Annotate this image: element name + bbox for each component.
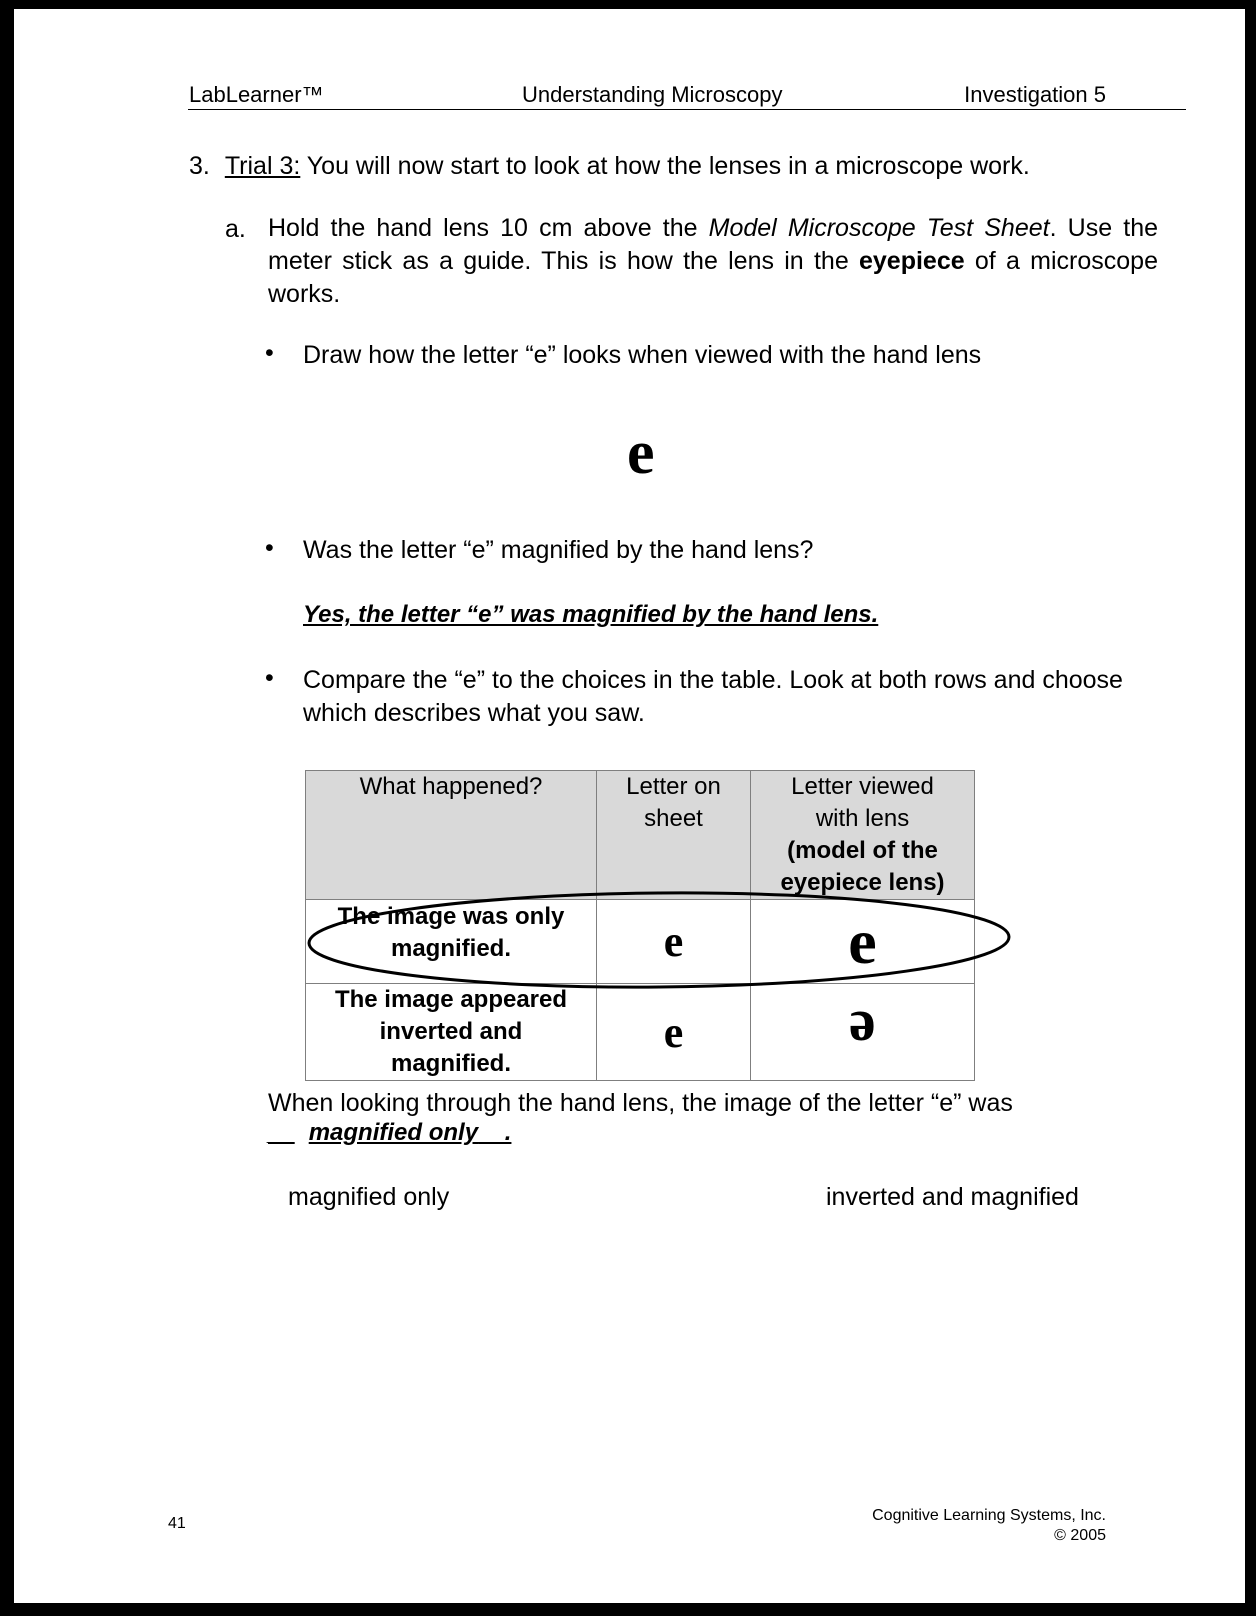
blank-suffix: __.: [478, 1119, 512, 1146]
page-number: 41: [168, 1515, 186, 1532]
table-header-row: [306, 771, 975, 900]
bullet-icon: •: [265, 664, 274, 692]
footer-copyright: © 2005: [1054, 1527, 1106, 1544]
drawn-letter-e: e: [627, 419, 655, 487]
row-letter-viewed: [751, 984, 975, 1081]
row-what-happened-text: The image appeared inverted and magnified.: [334, 986, 568, 1077]
row-letter-on-sheet: [597, 984, 751, 1081]
footer-company: Cognitive Learning Systems, Inc.: [872, 1507, 1106, 1524]
blank-prefix: __: [268, 1119, 295, 1146]
row-what-happened: [306, 984, 597, 1081]
row-letter-viewed: [751, 900, 975, 984]
letter-e-small: e: [663, 917, 684, 966]
conclusion-answer-blank[interactable]: [268, 1119, 511, 1147]
table-row[interactable]: [306, 984, 975, 1081]
header-what-happened: [306, 771, 597, 900]
header-letter-on-sheet: [597, 771, 751, 900]
bullet-icon: •: [265, 534, 274, 562]
choice-magnified-only[interactable]: magnified only: [288, 1183, 450, 1211]
footer-credits: [872, 1506, 1106, 1546]
header-title: Understanding Microscopy: [522, 82, 783, 107]
conclusion-sentence: When looking through the hand lens, the image of the letter “e” was: [268, 1089, 1013, 1117]
answer-magnified[interactable]: Yes, the letter “e” was magnified by the hand lens.: [303, 601, 879, 628]
choice-inverted-and-magnified[interactable]: inverted and magnified: [826, 1183, 1079, 1211]
header-letter-on-sheet-label: Letter on sheet: [626, 773, 721, 832]
bullet-draw-prompt: Draw how the letter “e” looks when viewed with the hand lens: [303, 341, 982, 369]
header-what-happened-label: What happened?: [359, 773, 543, 800]
step-a-text-2: . Use the meter stick as a guide. This is how the lens in the: [268, 214, 1158, 275]
step-3: [189, 150, 1030, 182]
step-a-text-1: Hold the hand lens 10 cm above the: [268, 214, 709, 242]
bullet-magnified-question: Was the letter “e” magnified by the hand lens?: [303, 536, 814, 564]
eyepiece-term: eyepiece: [858, 247, 965, 275]
row-what-happened-text: The image was only magnified.: [337, 903, 565, 962]
worksheet-page: [14, 9, 1245, 1603]
row-letter-on-sheet: [597, 900, 751, 984]
header-eyepiece-note: (model of the eyepiece lens): [780, 837, 945, 896]
step-3-number: 3.: [189, 152, 210, 180]
bullet-compare-prompt: Compare the “e” to the choices in the table. Look at both rows and choose which describes what you saw.: [303, 666, 1123, 727]
letter-e-magnified: e: [848, 905, 877, 977]
table-row[interactable]: [306, 900, 975, 984]
comparison-table: [305, 770, 975, 1081]
step-3-label: Trial 3:: [224, 152, 301, 180]
test-sheet-title: Model Microscope Test Sheet: [708, 214, 1050, 242]
header-letter-viewed: [751, 771, 975, 900]
step-a-text-3: of a microscope works.: [268, 247, 1158, 308]
header-rule: [188, 109, 1186, 110]
bullet-icon: •: [265, 339, 274, 367]
letter-e-inverted: e: [849, 999, 876, 1065]
step-a-letter: a.: [225, 215, 246, 243]
letter-e-small: e: [663, 1007, 684, 1057]
header-brand: LabLearner™: [189, 82, 324, 107]
header-investigation: Investigation 5: [964, 82, 1106, 107]
conclusion-answer: magnified only: [308, 1119, 479, 1146]
step-a-instructions: [268, 212, 1158, 311]
header-letter-viewed-label: Letter viewed with lens: [791, 773, 934, 832]
step-3-text: You will now start to look at how the lenses in a microscope work.: [300, 152, 1030, 180]
row-what-happened: [306, 900, 597, 984]
